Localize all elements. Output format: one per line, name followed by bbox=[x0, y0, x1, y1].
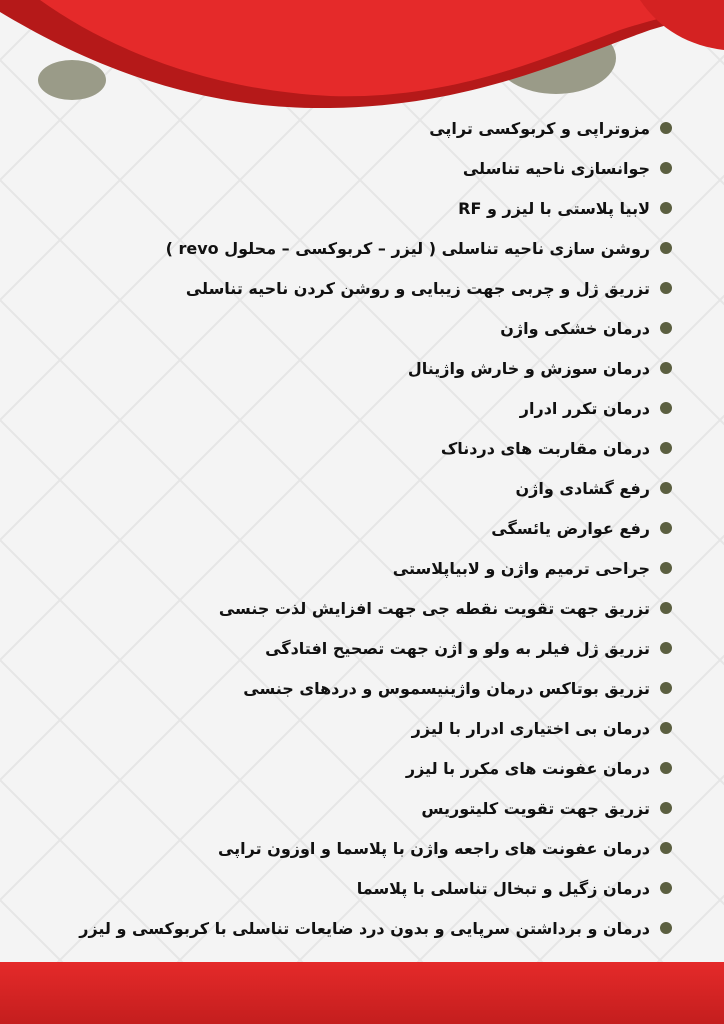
bullet-icon bbox=[660, 602, 672, 614]
bullet-icon bbox=[660, 322, 672, 334]
list-item: درمان عفونت های راجعه واژن با پلاسما و اوزون تراپی bbox=[12, 828, 672, 868]
bullet-icon bbox=[660, 162, 672, 174]
red-wave-front bbox=[40, 0, 724, 96]
list-item: تزریق بوتاکس درمان واژینیسموس و دردهای جنسی bbox=[12, 668, 672, 708]
list-item: درمان زگیل و تبخال تناسلی با پلاسما bbox=[12, 868, 672, 908]
bullet-icon bbox=[660, 122, 672, 134]
bullet-icon bbox=[660, 762, 672, 774]
bullet-icon bbox=[660, 802, 672, 814]
bullet-icon bbox=[660, 202, 672, 214]
list-item: درمان و برداشتن سرپایی و بدون درد ضایعات تناسلی با کربوکسی و لیزر bbox=[12, 908, 672, 948]
list-item: مزوتراپی و کربوکسی تراپی bbox=[12, 108, 672, 148]
bottom-red-band bbox=[0, 962, 724, 1024]
list-item: رفع عوارض یائسگی bbox=[12, 508, 672, 548]
bullet-icon bbox=[660, 242, 672, 254]
bullet-icon bbox=[660, 922, 672, 934]
bullet-icon bbox=[660, 842, 672, 854]
list-item: درمان خشکی واژن bbox=[12, 308, 672, 348]
list-item: جوانسازی ناحیه تناسلی bbox=[12, 148, 672, 188]
bullet-icon bbox=[660, 362, 672, 374]
list-item: جراحی ترمیم واژن و لابیاپلاستی bbox=[12, 548, 672, 588]
bullet-icon bbox=[660, 882, 672, 894]
list-item: لابیا پلاستی با لیزر و RF bbox=[12, 188, 672, 228]
bullet-icon bbox=[660, 682, 672, 694]
bullet-icon bbox=[660, 522, 672, 534]
list-item: رفع گشادی واژن bbox=[12, 468, 672, 508]
list-item: درمان تکرر ادرار bbox=[12, 388, 672, 428]
services-list bbox=[12, 108, 672, 948]
list-item: روشن سازی ناحیه تناسلی ( لیزر – کربوکسی – محلول revo ) bbox=[12, 228, 672, 268]
bullet-icon bbox=[660, 282, 672, 294]
list-item: درمان بی اختیاری ادرار با لیزر bbox=[12, 708, 672, 748]
bullet-icon bbox=[660, 402, 672, 414]
bullet-icon bbox=[660, 562, 672, 574]
list-item: تزریق جهت تقویت نقطه جی جهت افزایش لذت جنسی bbox=[12, 588, 672, 628]
bullet-icon bbox=[660, 642, 672, 654]
bullet-icon bbox=[660, 442, 672, 454]
list-item: تزریق ژل فیلر به ولو و اژن جهت تصحیح افتادگی bbox=[12, 628, 672, 668]
list-item: درمان عفونت های مکرر با لیزر bbox=[12, 748, 672, 788]
list-item: درمان سوزش و خارش واژینال bbox=[12, 348, 672, 388]
list-item: تزریق جهت تقویت کلیتوریس bbox=[12, 788, 672, 828]
olive-blob-left bbox=[38, 60, 106, 100]
list-item: درمان مقاربت های دردناک bbox=[12, 428, 672, 468]
bullet-icon bbox=[660, 722, 672, 734]
list-item: تزریق ژل و چربی جهت زیبایی و روشن کردن ناحیه تناسلی bbox=[12, 268, 672, 308]
bullet-icon bbox=[660, 482, 672, 494]
